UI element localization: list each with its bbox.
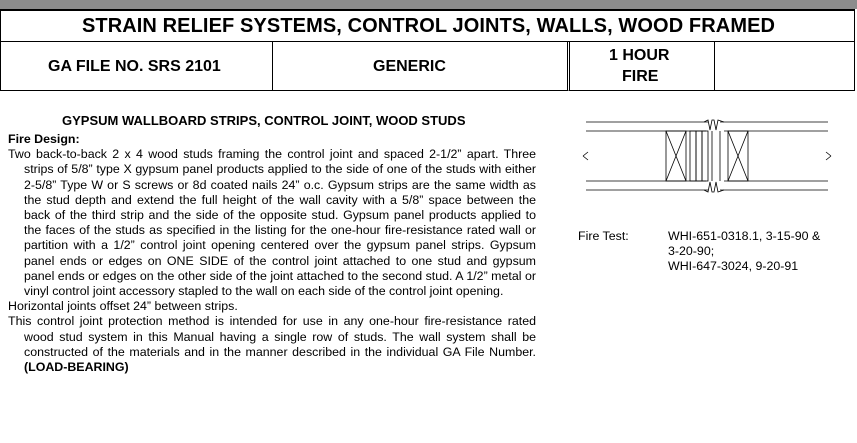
design-paragraph-3-text: This control joint protection method is intended for use in any one-hour fire-resistance rated wood stud system in this Manual having a single row of studs. The wall system shall be constructed of the materials and in the manner described in the individual GA File Number. (8, 314, 536, 359)
file-number: GA FILE NO. SRS 2101 (48, 58, 221, 75)
load-bearing-label: (LOAD-BEARING) (24, 360, 129, 375)
empty-cell (714, 41, 855, 91)
category-label: GENERIC (373, 58, 446, 75)
control-joint-drawing (578, 112, 834, 200)
rating-type: FIRE (622, 68, 659, 85)
fire-test-values (668, 229, 853, 275)
design-heading: Fire Design: (8, 132, 80, 146)
design-description (8, 132, 536, 375)
design-paragraph-1: Two back-to-back 2 x 4 wood studs framing the control joint and spaced 2-1/2” apart. Three strips of 5/8” type X gypsum panel products applied to the side of one of the studs with either 2-5/8” Type W or S screws or 8d coated nails 24” o.c. Gypsum strips are the same width as the stud depth and extend the full height of the wall cavity with a 5/8” space between the back of the third strip and the side of the opposite stud. Gypsum panel products applied to the faces of the studs as specified in the listing for the one-hour fire-resistance rated wall or partition with a 1/2” control joint opening centered over the gypsum panel strips. Gypsum panel ends or edges on ONE SIDE of the control joint attached to one stud and gypsum panel ends or edges on the other side of the joint attached to the second stud. A 1/2” metal or vinyl control joint accessory stapled to the wall on each side of the control joint opening. (8, 147, 536, 299)
rating-hours: 1 HOUR (609, 47, 670, 64)
section-subtitle: GYPSUM WALLBOARD STRIPS, CONTROL JOINT, WOOD STUDS (62, 113, 466, 128)
design-paragraph-3 (8, 314, 536, 375)
fire-test-line-1: WHI-651-0318.1, 3-15-90 & (668, 229, 821, 243)
fire-test-label: Fire Test: (578, 229, 629, 243)
fire-test-line-2: 3-20-90; (668, 244, 715, 259)
top-rule (0, 0, 857, 9)
design-paragraph-2: Horizontal joints offset 24” between strips. (8, 299, 238, 314)
fire-test-line-3: WHI-647-3024, 9-20-91 (668, 259, 799, 274)
page-title: STRAIN RELIEF SYSTEMS, CONTROL JOINTS, WALLS, WOOD FRAMED (81, 15, 776, 37)
